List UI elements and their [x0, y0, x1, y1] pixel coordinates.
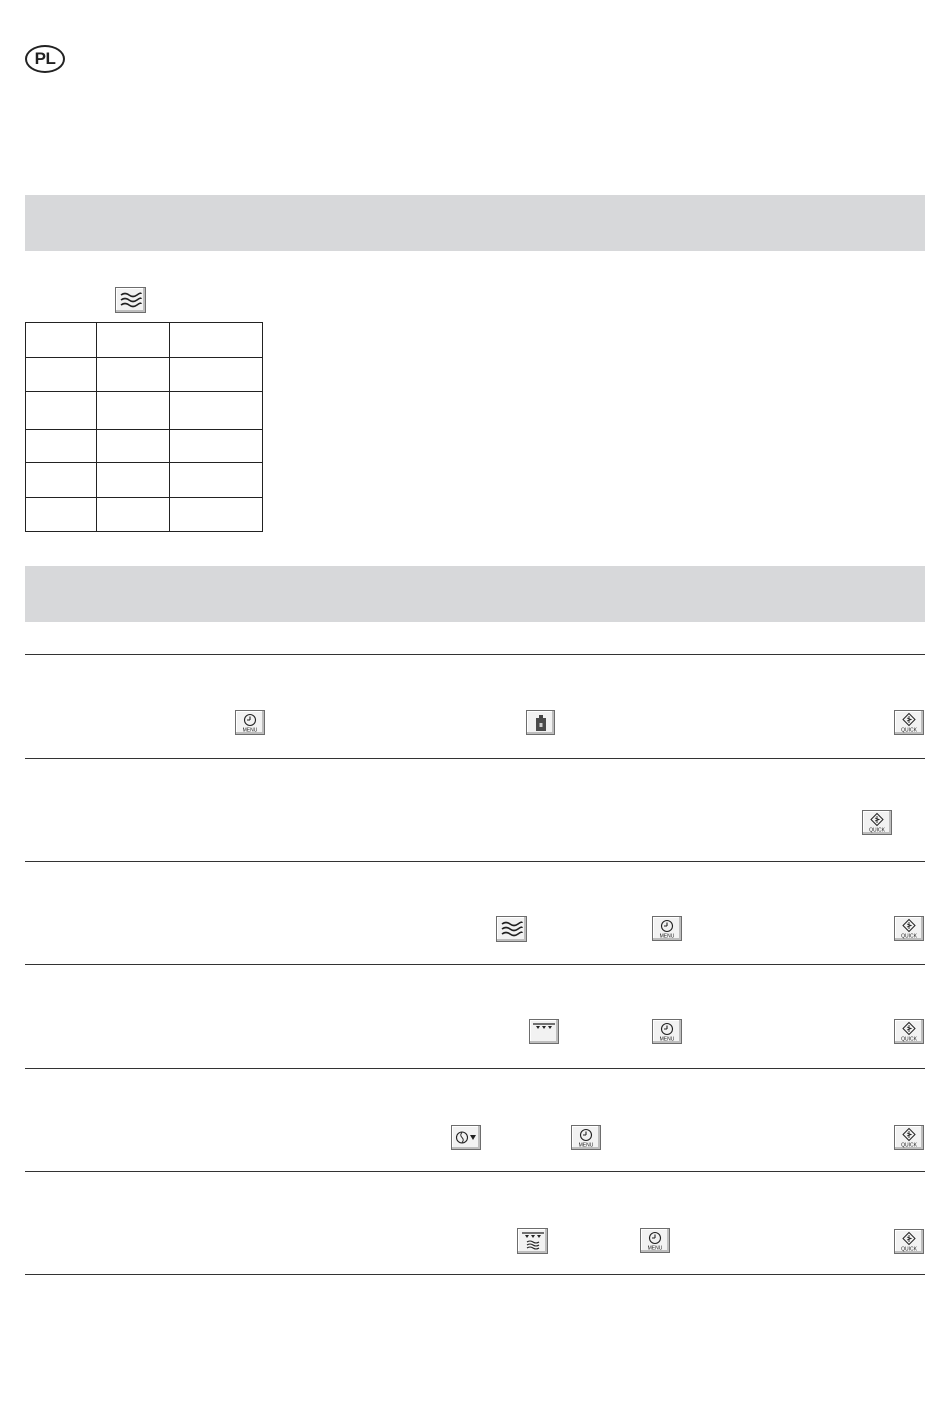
quick-label: QUICK	[869, 827, 885, 833]
divider	[25, 654, 925, 655]
table-cell	[97, 358, 170, 392]
table-cell	[97, 430, 170, 463]
divider	[25, 1068, 925, 1069]
table-cell	[97, 323, 170, 358]
table-cell	[170, 323, 263, 358]
microwave-waves-icon	[496, 916, 527, 942]
table-cell	[170, 430, 263, 463]
section-header-band-1	[25, 195, 925, 251]
table-cell	[26, 430, 97, 463]
divider	[25, 758, 925, 759]
language-badge	[25, 45, 65, 73]
table-row	[26, 498, 263, 532]
clock-menu-icon	[235, 710, 265, 735]
section-header-band-2	[25, 566, 925, 622]
quick-label: QUICK	[901, 933, 917, 939]
quick-label: QUICK	[901, 1142, 917, 1148]
table-cell	[26, 358, 97, 392]
table-row	[26, 323, 263, 358]
clock-menu-icon	[652, 916, 682, 941]
microwave-waves-icon	[115, 287, 146, 313]
weight-icon	[526, 710, 555, 735]
start-quick-icon	[894, 710, 924, 735]
start-quick-icon	[862, 810, 892, 835]
table-row	[26, 358, 263, 392]
start-quick-icon	[894, 1229, 924, 1254]
table-cell	[26, 498, 97, 532]
divider	[25, 964, 925, 965]
grill-microwave-icon	[517, 1228, 548, 1254]
table-cell	[26, 323, 97, 358]
menu-label: MENU	[659, 1036, 675, 1042]
table-cell	[97, 463, 170, 498]
clock-menu-icon	[652, 1019, 682, 1044]
table-row	[26, 430, 263, 463]
divider	[25, 1274, 925, 1275]
table-cell	[97, 498, 170, 532]
table-cell	[170, 358, 263, 392]
table-cell	[26, 463, 97, 498]
fan-oven-icon	[451, 1125, 481, 1150]
table-cell	[97, 392, 170, 430]
divider	[25, 1171, 925, 1172]
table-cell	[170, 463, 263, 498]
menu-label: MENU	[578, 1142, 594, 1148]
menu-label: MENU	[659, 933, 675, 939]
language-badge-label: PL	[34, 49, 56, 68]
quick-label: QUICK	[901, 1246, 917, 1252]
table-cell	[170, 392, 263, 430]
quick-label: QUICK	[901, 727, 917, 733]
table-cell	[26, 392, 97, 430]
menu-label: MENU	[242, 727, 258, 733]
start-quick-icon	[894, 1125, 924, 1150]
grill-icon	[529, 1019, 559, 1044]
power-table	[25, 322, 263, 532]
start-quick-icon	[894, 916, 924, 941]
table-cell	[170, 498, 263, 532]
clock-menu-icon	[571, 1125, 601, 1150]
menu-label: MENU	[647, 1245, 663, 1251]
table-row	[26, 392, 263, 430]
start-quick-icon	[894, 1019, 924, 1044]
quick-label: QUICK	[901, 1036, 917, 1042]
clock-menu-icon	[640, 1228, 670, 1253]
divider	[25, 861, 925, 862]
table-row	[26, 463, 263, 498]
